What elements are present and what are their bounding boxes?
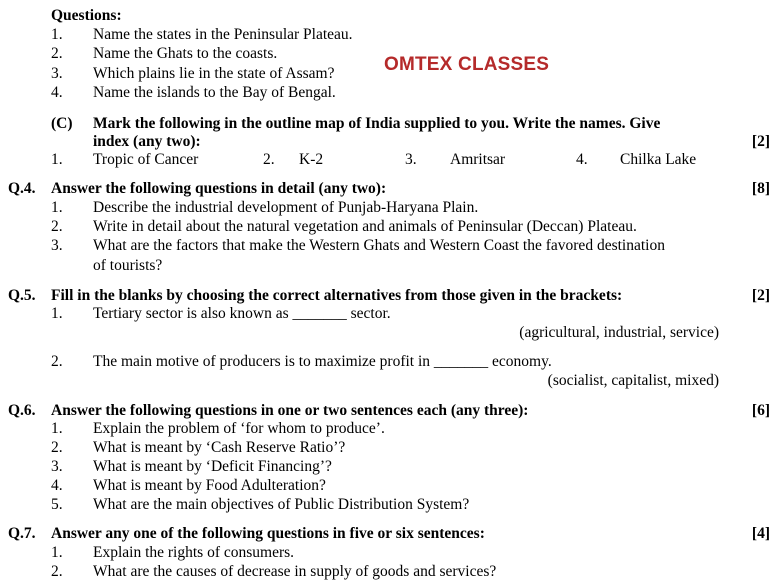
list-item-number: 4. xyxy=(51,477,63,494)
answer-options: (agricultural, industrial, service) xyxy=(519,324,719,341)
marks-badge: [6] xyxy=(751,402,770,419)
marks-badge: [8] xyxy=(751,180,770,197)
list-item-text: Write in detail about the natural vegetation and animals of Peninsular (Deccan) Plateau. xyxy=(93,218,637,235)
question-title: Answer the following questions in one or two sentences each (any three): xyxy=(51,402,529,419)
list-item-text: What are the causes of decrease in supply of goods and services? xyxy=(93,563,497,580)
list-item-text: Explain the rights of consumers. xyxy=(93,544,295,561)
list-item-text: Describe the industrial development of Punjab-Haryana Plain. xyxy=(93,199,479,216)
question-label: Q.6. xyxy=(8,402,36,419)
list-item-number: 3. xyxy=(51,458,63,475)
list-item-text: What is meant by ‘Deficit Financing’? xyxy=(93,458,332,475)
list-item-number: 4. xyxy=(51,84,63,101)
list-item-text: What are the main objectives of Public Distribution System? xyxy=(93,496,470,513)
brand-watermark: OMTEX CLASSES xyxy=(384,54,550,75)
question-title: Fill in the blanks by choosing the correct alternatives from those given in the brackets: xyxy=(51,287,623,304)
section-label: (C) xyxy=(51,115,73,132)
list-item-number: 2. xyxy=(51,45,63,62)
question-label: Q.4. xyxy=(8,180,36,197)
questions-heading: Questions: xyxy=(51,7,122,24)
question-label: Q.5. xyxy=(8,287,36,304)
marks-badge: [4] xyxy=(751,525,770,542)
question-title: Answer any one of the following questions in five or six sentences: xyxy=(51,525,485,542)
list-item-text: Chilka Lake xyxy=(620,151,697,168)
list-item-number: 2. xyxy=(51,218,63,235)
list-item-text: The main motive of producers is to maximize profit in _______ economy. xyxy=(93,353,552,370)
answer-options: (socialist, capitalist, mixed) xyxy=(547,372,719,389)
list-item-number: 3. xyxy=(51,237,63,254)
list-item-text-cont: of tourists? xyxy=(93,257,163,274)
marks-badge: [2] xyxy=(751,287,770,304)
question-title: Answer the following questions in detail (any two): xyxy=(51,180,387,197)
list-item-text: Tropic of Cancer xyxy=(93,151,199,168)
list-item-number: 1. xyxy=(51,544,63,561)
list-item-number: 1. xyxy=(51,151,63,168)
list-item-number: 4. xyxy=(576,151,588,168)
list-item-text: What are the factors that make the Western Ghats and Western Coast the favored destination xyxy=(93,237,665,254)
list-item-number: 1. xyxy=(51,305,63,322)
list-item-text: What is meant by ‘Cash Reserve Ratio’? xyxy=(93,439,346,456)
list-item-number: 2. xyxy=(51,353,63,370)
list-item-text: Name the islands to the Bay of Bengal. xyxy=(93,84,336,101)
list-item-text: What is meant by Food Adulteration? xyxy=(93,477,326,494)
list-item-number: 3. xyxy=(51,65,63,82)
list-item-text: Amritsar xyxy=(450,151,506,168)
list-item-number: 1. xyxy=(51,199,63,216)
section-instruction-cont: index (any two): xyxy=(93,133,201,150)
list-item-number: 2. xyxy=(51,439,63,456)
list-item-text: Name the states in the Peninsular Plateau. xyxy=(93,26,353,43)
list-item-number: 1. xyxy=(51,26,63,43)
list-item-text: Tertiary sector is also known as _______ sector. xyxy=(93,305,391,322)
list-item-number: 2. xyxy=(263,151,275,168)
list-item-number: 5. xyxy=(51,496,63,513)
list-item-text: Explain the problem of ‘for whom to produce’. xyxy=(93,420,385,437)
list-item-text: Name the Ghats to the coasts. xyxy=(93,45,278,62)
list-item-number: 1. xyxy=(51,420,63,437)
list-item-text: K-2 xyxy=(299,151,324,168)
question-label: Q.7. xyxy=(8,525,36,542)
list-item-number: 2. xyxy=(51,563,63,580)
list-item-text: Which plains lie in the state of Assam? xyxy=(93,65,335,82)
list-item-number: 3. xyxy=(405,151,417,168)
marks-badge: [2] xyxy=(751,133,770,150)
section-instruction: Mark the following in the outline map of India supplied to you. Write the names. Give xyxy=(93,115,661,132)
